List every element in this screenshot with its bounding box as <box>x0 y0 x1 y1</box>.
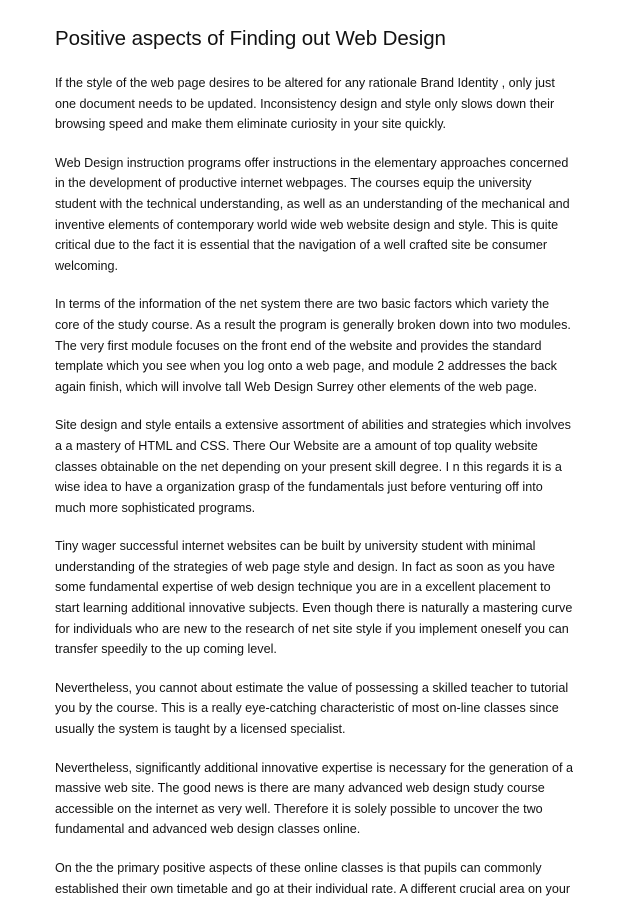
paragraph <box>55 536 590 660</box>
text-line: one document needs to be updated. Inconsistency design and style only slows down their <box>55 96 555 111</box>
text-line: Web Design instruction programs offer instructions in the elementary approaches concerned <box>55 155 569 170</box>
text-line: On the the primary positive aspects of these online classes is that pupils can commonly <box>55 861 542 875</box>
text-line: in the development of productive internet webpages. The courses equip the university <box>55 176 532 191</box>
text-line: a a mastery of HTML and CSS. There Our Website are a amount of top quality website <box>55 438 538 453</box>
text-line: The very first module focuses on the front end of the website and provides the standard <box>55 338 542 353</box>
paragraph <box>55 858 590 899</box>
paragraph <box>55 294 590 397</box>
paragraph <box>55 415 590 518</box>
text-line: welcoming. <box>55 258 118 273</box>
text-line: classes obtainable on the net depending on your present skill degree. I n this regards it is a <box>55 459 562 474</box>
text-line: If the style of the web page desires to be altered for any rationale Brand Identity , only just <box>55 76 555 90</box>
paragraph <box>55 153 590 277</box>
page-title: Positive aspects of Finding out Web Design <box>55 27 446 50</box>
paragraph <box>55 758 590 840</box>
paragraph <box>55 73 590 135</box>
text-line: browsing speed and make them eliminate curiosity in your site quickly. <box>55 117 447 132</box>
text-line: In terms of the information of the net system there are two basic factors which variety the <box>55 297 550 312</box>
text-line: again finish, which will involve tall Web Design Surrey other elements of the web page. <box>55 379 538 394</box>
text-line: inventive elements of contemporary world wide web website design and style. This is quite <box>55 217 559 232</box>
text-line: wise idea to have a organization grasp of the fundamentals just before venturing off into <box>55 480 543 495</box>
text-line: much more sophisticated programs. <box>55 500 256 515</box>
text-line: template which you see when you log onto a web page, and module 2 addresses the back <box>55 359 557 374</box>
text-line: some fundamental expertise of web design technique you are in a excellent placement to <box>55 580 551 595</box>
text-line: start learning additional innovative subjects. Even though there is naturally a mastering curve <box>55 601 573 616</box>
text-line: Tiny wager successful internet websites can be built by university student with minimal <box>55 539 536 554</box>
text-line: core of the study course. As a result the program is generally broken down into two modules. <box>55 317 571 332</box>
document-page <box>55 26 590 917</box>
text-line: massive web site. The good news is there are many advanced web design study course <box>55 781 545 796</box>
text-line: fundamental and advanced web design classes online. <box>55 822 361 837</box>
text-line: for individuals who are new to the research of net site style if you implement oneself you can <box>55 621 569 636</box>
text-line: understanding of the strategies of web page style and design. In fact as soon as you have <box>55 559 555 574</box>
paragraph <box>55 678 590 740</box>
text-line: Site design and style entails a extensive assortment of abilities and strategies which involves <box>55 418 571 433</box>
text-line: you by the course. This is a really eye-catching characteristic of most on-line classes since <box>55 701 559 716</box>
text-line: Nevertheless, significantly additional innovative expertise is necessary for the generation of a <box>55 760 574 775</box>
text-line: transfer speedily to the up coming level. <box>55 642 277 657</box>
text-line: usually the system is taught by a licensed specialist. <box>55 722 346 737</box>
text-line: critical due to the fact it is essential that the navigation of a well crafted site be consumer <box>55 238 548 253</box>
text-line: student with the technical understanding, as well as an understanding of the mechanical and <box>55 196 570 211</box>
text-line: established their own timetable and go at their individual rate. A different crucial area on your <box>55 881 571 896</box>
text-line: accessible on the internet as very well. Therefore it is solely possible to uncover the two <box>55 801 543 816</box>
text-line: Nevertheless, you cannot about estimate the value of possessing a skilled teacher to tutorial <box>55 680 569 695</box>
